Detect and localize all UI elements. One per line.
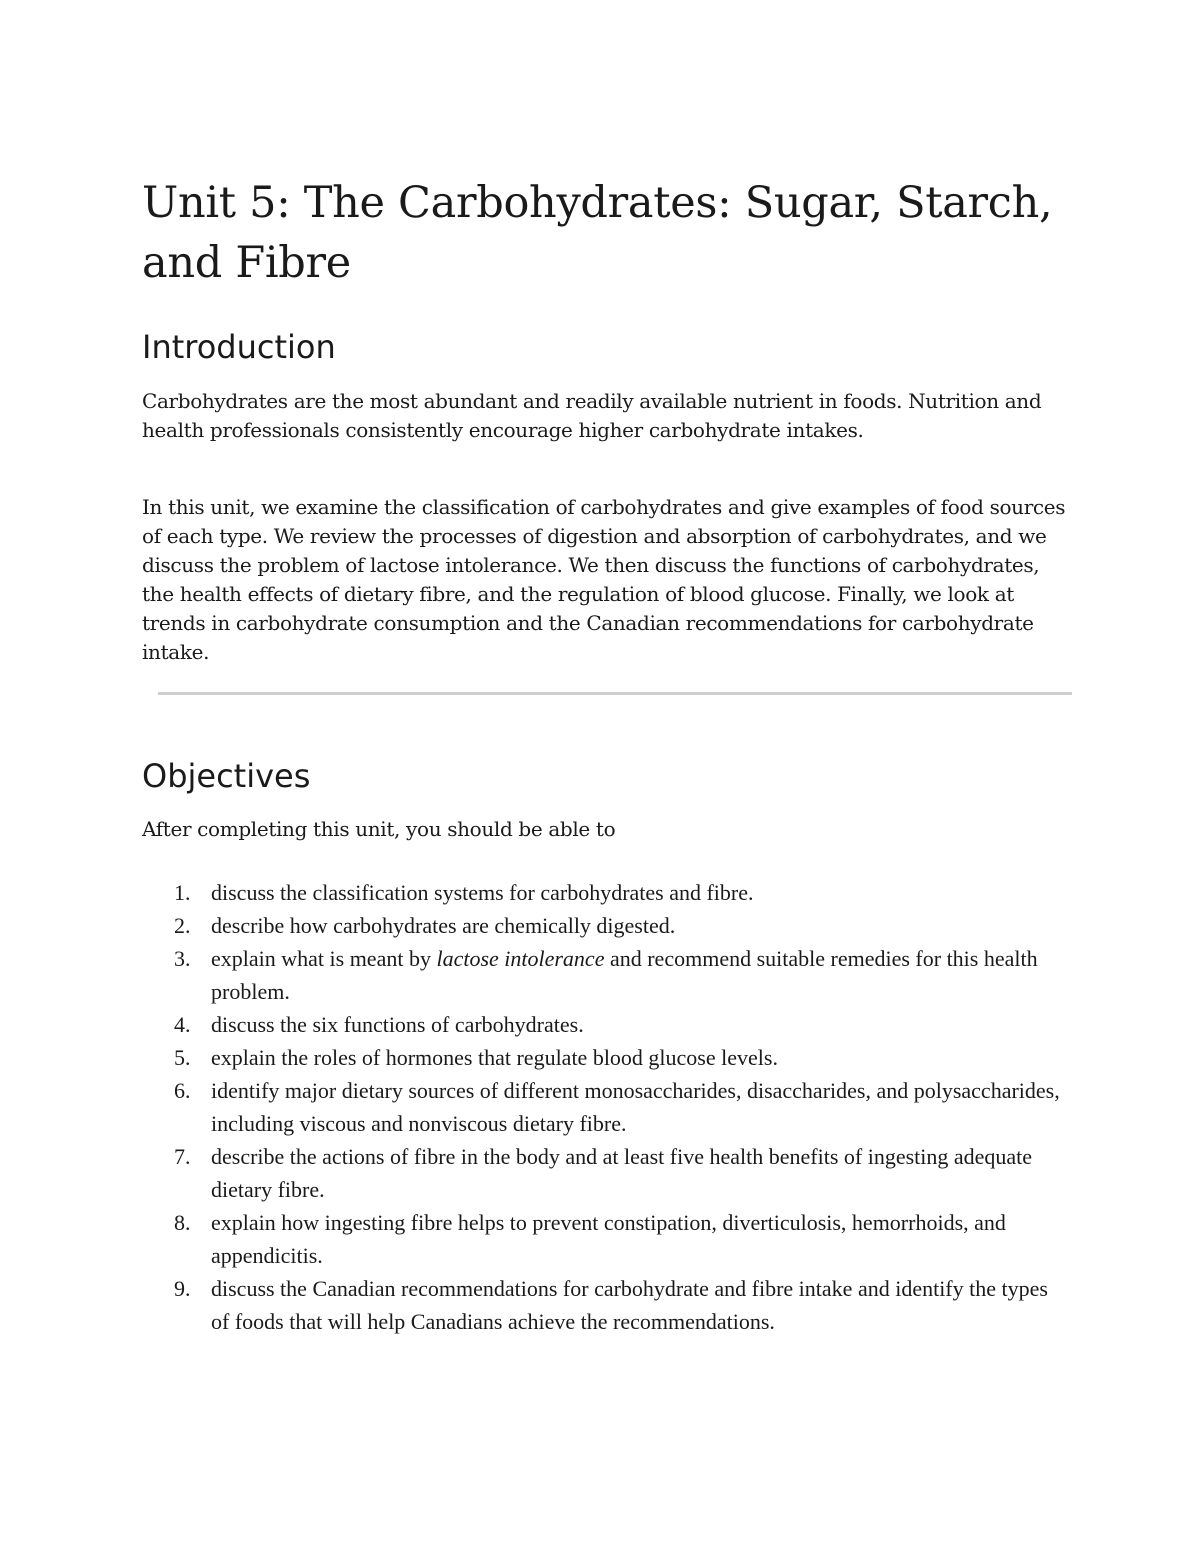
section-divider	[158, 692, 1072, 695]
objective-item	[142, 1008, 1067, 1041]
objective-number: 3.	[174, 946, 191, 971]
objective-item	[142, 1074, 1067, 1140]
objective-item	[142, 942, 1067, 1008]
objective-text: discuss the classification systems for carbohydrates and fibre.	[211, 880, 754, 905]
objectives-heading: Objectives	[142, 757, 311, 795]
objective-number: 7.	[174, 1144, 191, 1169]
objectives-lead: After completing this unit, you should be able to	[142, 817, 616, 841]
objective-text: discuss the Canadian recommendations for carbohydrate and fibre intake and identify the types of foods that will help Canadians achieve the recommendations.	[211, 1276, 1048, 1334]
objective-text: explain the roles of hormones that regulate blood glucose levels.	[211, 1045, 778, 1070]
objective-item	[142, 876, 1067, 909]
objective-text-before: explain what is meant by	[211, 946, 437, 971]
objective-text: discuss the six functions of carbohydrates.	[211, 1012, 584, 1037]
objective-item	[142, 1140, 1067, 1206]
objective-item	[142, 1206, 1067, 1272]
objective-number: 8.	[174, 1210, 191, 1235]
objective-item	[142, 909, 1067, 942]
objective-number: 6.	[174, 1078, 191, 1103]
objective-number: 1.	[174, 880, 191, 905]
objective-number: 2.	[174, 913, 191, 938]
objective-number: 9.	[174, 1276, 191, 1301]
objective-text-after: and recommend suitable remedies for this health problem.	[211, 946, 1038, 1004]
objective-number: 4.	[174, 1012, 191, 1037]
objective-text: identify major dietary sources of different monosaccharides, disaccharides, and polysaccharides, including viscous and nonviscous dietary fibre.	[211, 1078, 1060, 1136]
objective-item	[142, 1272, 1067, 1338]
objective-text: explain how ingesting fibre helps to prevent constipation, diverticulosis, hemorrhoids, and appendicitis.	[211, 1210, 1006, 1268]
objective-emphasis: lactose intolerance	[436, 946, 605, 971]
objective-text: describe how carbohydrates are chemically digested.	[211, 913, 676, 938]
page-title: Unit 5: The Carbohydrates: Sugar, Starch, and Fibre	[142, 178, 1053, 288]
objective-item	[142, 1041, 1067, 1074]
introduction-paragraph-2: In this unit, we examine the classification of carbohydrates and give examples of food sources of each type. We review the processes of digestion and absorption of carbohydrates, and we discuss the problem of lactose intolerance. We then discuss the functions of carbohydrates, the health effects of dietary fibre, and the regulation of blood glucose. Finally, we look at trends in carbohydrate consumption and the Canadian recommendations for carbohydrate intake.	[142, 495, 1066, 664]
introduction-paragraph-1: Carbohydrates are the most abundant and readily available nutrient in foods. Nutrition and health professionals consistently encourage higher carbohydrate intakes.	[142, 389, 1042, 442]
objectives-list	[142, 876, 1067, 1338]
objective-text: describe the actions of fibre in the body and at least five health benefits of ingesting adequate dietary fibre.	[211, 1144, 1033, 1202]
introduction-heading: Introduction	[142, 328, 336, 366]
objective-number: 5.	[174, 1045, 191, 1070]
